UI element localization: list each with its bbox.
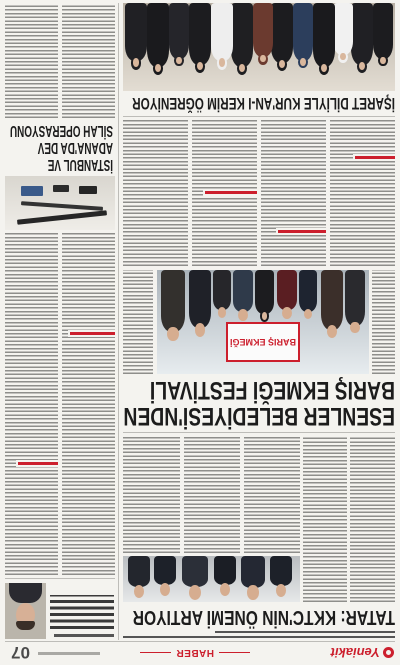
person-figure bbox=[128, 556, 150, 587]
person-figure bbox=[271, 3, 293, 63]
person-figure bbox=[270, 556, 292, 586]
tatar-kicker-line bbox=[123, 636, 395, 638]
person-figure bbox=[299, 270, 317, 312]
text-column bbox=[303, 436, 347, 602]
person-figure bbox=[214, 556, 236, 585]
text-column bbox=[184, 436, 240, 553]
person-figure bbox=[321, 270, 343, 330]
person-figure bbox=[154, 556, 176, 585]
section-label bbox=[140, 646, 250, 659]
logo-text: Yeniakit bbox=[330, 645, 380, 660]
person-figure bbox=[213, 270, 231, 310]
tatar-headline: TATAR: KKTC'NİN ÖNEMİ ARTIYOR bbox=[132, 606, 395, 628]
person-figure bbox=[333, 3, 353, 55]
portrait-hair bbox=[16, 621, 35, 630]
text-column bbox=[5, 233, 58, 575]
text-column bbox=[244, 436, 300, 553]
person-figure bbox=[147, 3, 169, 67]
rifle-shape bbox=[17, 210, 107, 224]
operation-headline-line: ADANA'DA DEV bbox=[37, 139, 113, 156]
person-figure bbox=[189, 270, 211, 328]
magazine-shape bbox=[21, 186, 43, 196]
text-column bbox=[123, 119, 188, 266]
section-rule bbox=[140, 652, 171, 654]
portrait-shoulders bbox=[9, 583, 42, 603]
date-line bbox=[38, 652, 100, 655]
text-column bbox=[261, 119, 326, 266]
photo-tatar bbox=[123, 556, 300, 602]
person-figure bbox=[313, 3, 335, 67]
festival-headline-line1: ESENLER BELEDİYESİ'NDEN bbox=[123, 402, 395, 430]
subhead-line bbox=[355, 156, 395, 159]
columnist-divider bbox=[5, 578, 115, 579]
person-figure bbox=[293, 3, 313, 61]
text-column bbox=[330, 119, 395, 266]
person-figure bbox=[182, 556, 208, 587]
subhead-line bbox=[70, 332, 115, 335]
person-figure bbox=[233, 270, 253, 312]
logo-icon bbox=[383, 647, 394, 658]
operation-headline-line: SİLAH OPERASYONU bbox=[9, 122, 113, 139]
logo bbox=[331, 645, 394, 660]
photo-festival bbox=[157, 270, 369, 374]
person-figure bbox=[125, 3, 147, 61]
operation-headline-line: İSTANBUL VE bbox=[47, 156, 113, 173]
column-headline-lines bbox=[50, 595, 114, 629]
section-title: HABER bbox=[175, 647, 215, 658]
person-figure bbox=[231, 3, 253, 67]
text-column bbox=[5, 5, 58, 118]
person-figure bbox=[169, 3, 189, 59]
section-rule bbox=[219, 652, 250, 654]
columnist-name-line bbox=[54, 635, 114, 638]
person-figure bbox=[161, 270, 185, 332]
text-column bbox=[123, 270, 153, 374]
subhead-line bbox=[278, 230, 326, 233]
text-column bbox=[62, 233, 115, 575]
story-divider bbox=[123, 432, 395, 433]
festival-headline-line2: BARIŞ EKMEĞİ FESTİVALİ bbox=[149, 376, 395, 404]
rifle-shape bbox=[21, 201, 103, 211]
person-figure bbox=[255, 270, 274, 314]
story-divider bbox=[123, 116, 395, 117]
text-column bbox=[123, 436, 180, 553]
person-figure bbox=[373, 3, 393, 59]
person-figure bbox=[351, 3, 373, 65]
person-figure bbox=[277, 270, 297, 310]
column-divider bbox=[118, 3, 119, 640]
tatar-kicker-line bbox=[215, 631, 395, 633]
photo-sign-language-class bbox=[123, 3, 395, 91]
person-figure bbox=[253, 3, 273, 57]
subhead-line bbox=[18, 462, 58, 465]
pistol-shape bbox=[53, 185, 69, 192]
text-column bbox=[372, 270, 395, 374]
sign-language-headline: İŞARET DİLİYLE KUR'AN-I KERİM ÖĞRENİYOR bbox=[132, 94, 395, 113]
header-divider bbox=[5, 641, 395, 642]
person-figure bbox=[241, 556, 265, 588]
text-column bbox=[62, 5, 115, 118]
person-figure bbox=[189, 3, 211, 65]
photo-seized-weapons bbox=[5, 176, 115, 230]
person-figure bbox=[211, 3, 233, 61]
pistol-shape bbox=[79, 186, 97, 194]
page-number: 07 bbox=[11, 643, 30, 662]
text-column bbox=[350, 436, 395, 602]
festival-banner bbox=[226, 322, 300, 362]
person-figure bbox=[345, 270, 365, 326]
subhead-line bbox=[205, 191, 257, 194]
festival-banner-text: BARIŞ EKMEĞİ bbox=[230, 337, 297, 347]
columnist-portrait bbox=[5, 583, 46, 639]
